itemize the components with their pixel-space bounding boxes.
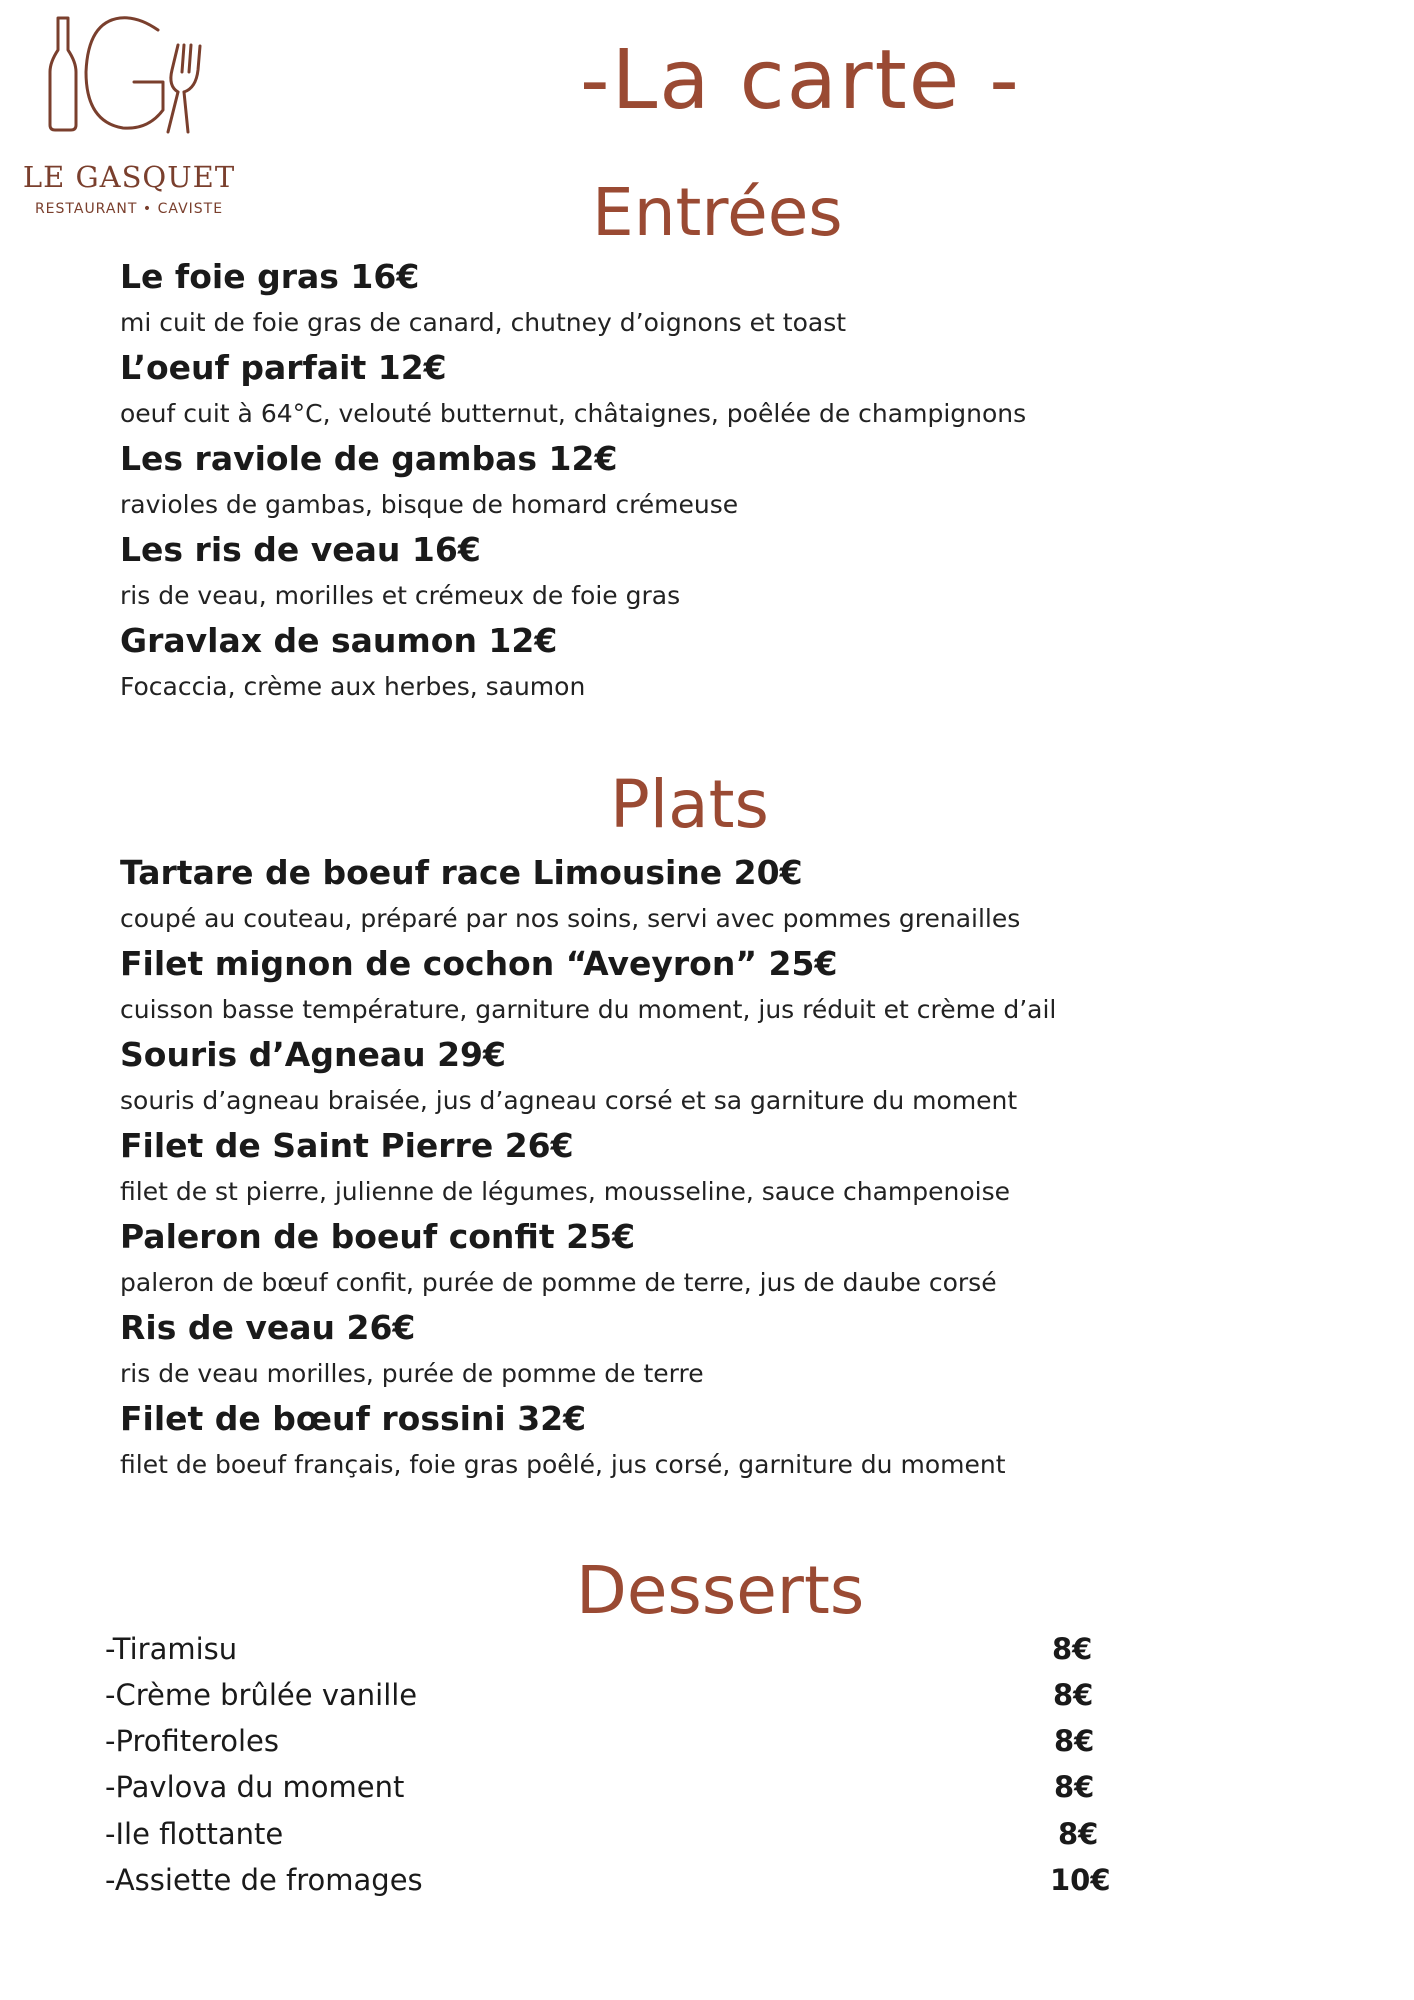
bottle-g-fork-icon [38,10,218,145]
section-title-entrees: Entrées [592,174,843,251]
dessert-price: 8€ [1054,1724,1095,1758]
menu-item-name: Filet mignon de cochon “Aveyron” 25€ [120,944,838,983]
restaurant-logo [14,10,236,217]
dessert-price: 8€ [1058,1817,1099,1851]
menu-item-description: Focaccia, crème aux herbes, saumon [120,672,586,701]
dessert-price: 10€ [1050,1863,1111,1897]
dessert-name: -Tiramisu [105,1632,238,1666]
menu-item-description: ravioles de gambas, bisque de homard crémeuse [120,490,739,519]
menu-item-name: Filet de Saint Pierre 26€ [120,1126,574,1165]
dessert-price: 8€ [1052,1632,1093,1666]
brand-name: LE GASQUET [22,160,236,194]
menu-item-description: paleron de bœuf confit, purée de pomme de terre, jus de daube corsé [120,1268,997,1297]
dessert-name: -Ile flottante [105,1817,284,1851]
menu-item-description: filet de st pierre, julienne de légumes, mousseline, sauce champenoise [120,1177,1011,1206]
dessert-name: -Crème brûlée vanille [105,1678,418,1712]
menu-item-description: ris de veau, morilles et crémeux de foie gras [120,581,681,610]
dessert-price: 8€ [1054,1770,1095,1804]
dessert-name: -Assiette de fromages [105,1863,423,1897]
menu-item-name: Tartare de boeuf race Limousine 20€ [120,853,803,892]
menu-title: -La carte - [580,33,1021,128]
menu-item-name: Les raviole de gambas 12€ [120,439,618,478]
menu-item-name: Filet de bœuf rossini 32€ [120,1399,587,1438]
dessert-price: 8€ [1053,1678,1094,1712]
menu-item-description: souris d’agneau braisée, jus d’agneau corsé et sa garniture du moment [120,1086,1018,1115]
menu-item-name: Gravlax de saumon 12€ [120,621,558,660]
menu-item-name: Les ris de veau 16€ [120,530,481,569]
section-title-desserts: Desserts [576,1552,865,1629]
menu-item-name: Paleron de boeuf confit 25€ [120,1217,636,1256]
menu-item-description: oeuf cuit à 64°C, velouté butternut, châtaignes, poêlée de champignons [120,399,1027,428]
dessert-name: -Profiteroles [105,1724,279,1758]
menu-item-description: cuisson basse température, garniture du moment, jus réduit et crème d’ail [120,995,1057,1024]
menu-item-description: filet de boeuf français, foie gras poêlé, jus corsé, garniture du moment [120,1450,1006,1479]
menu-item-description: ris de veau morilles, purée de pomme de terre [120,1359,704,1388]
menu-item-description: coupé au couteau, préparé par nos soins, servi avec pommes grenailles [120,904,1021,933]
brand-tagline: RESTAURANT • CAVISTE [34,201,224,217]
menu-item-name: L’oeuf parfait 12€ [120,348,447,387]
section-title-plats: Plats [610,766,769,843]
dessert-name: -Pavlova du moment [105,1770,405,1804]
menu-item-name: Ris de veau 26€ [120,1308,416,1347]
menu-item-name: Souris d’Agneau 29€ [120,1035,506,1074]
menu-item-name: Le foie gras 16€ [120,257,420,296]
menu-item-description: mi cuit de foie gras de canard, chutney d’oignons et toast [120,308,847,337]
